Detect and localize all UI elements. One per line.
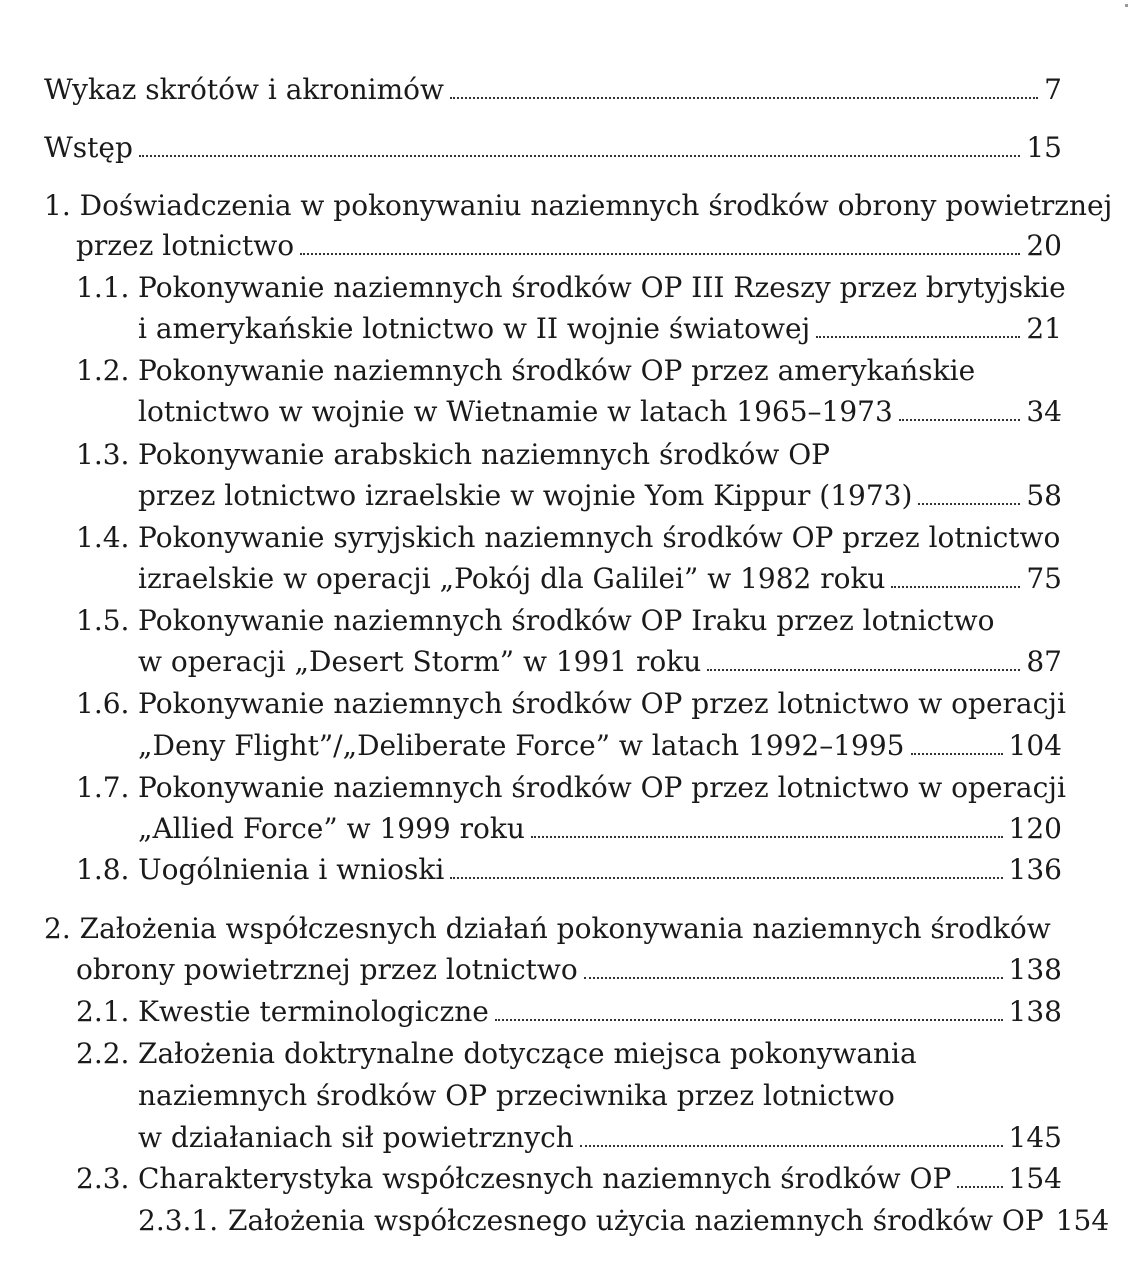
toc-chapter-1-line1[interactable] — [44, 188, 1112, 224]
dot-leader — [707, 668, 1020, 671]
dot-leader — [584, 976, 1003, 979]
toc-chapter-1-line2[interactable] — [76, 228, 1062, 264]
toc-page-number: 104 — [1008, 729, 1062, 762]
toc-section-1-4-line2[interactable] — [138, 561, 1062, 597]
toc-section-1-7-title — [138, 770, 1066, 806]
section-title-continued: izraelskie w operacji „Pokój dla Galilei” w 1982 roku — [138, 562, 886, 595]
toc-section-1-3-title — [138, 437, 830, 473]
section-number: 1.6. — [76, 687, 130, 720]
dot-leader — [495, 1018, 1003, 1021]
section-title: Pokonywanie naziemnych środków OP przez lotnictwo w operacji — [138, 771, 1066, 804]
scan-speck — [1125, 4, 1128, 7]
toc-section-1-1-line1[interactable] — [76, 270, 129, 306]
subsection-title: Założenia współczesnego użycia naziemnych środków OP — [228, 1204, 1044, 1237]
section-title: Założenia doktrynalne dotyczące miejsca pokonywania — [138, 1037, 917, 1070]
subsection-number: 2.3.1. — [138, 1204, 219, 1237]
toc-section-1-2-title — [138, 353, 975, 389]
toc-page-number: 145 — [1008, 1121, 1062, 1154]
toc-section-1-6-line2[interactable] — [138, 728, 1062, 764]
section-number: 1.4. — [76, 521, 130, 554]
section-number: 1.7. — [76, 771, 130, 804]
toc-page-number: 75 — [1026, 562, 1062, 595]
section-title: Pokonywanie naziemnych środków OP przez amerykańskie — [138, 354, 976, 387]
toc-entry-title: Wykaz skrótów i akronimów — [44, 73, 444, 106]
toc-chapter-2-line2[interactable] — [76, 952, 1062, 988]
dot-leader — [891, 585, 1020, 588]
toc-section-1-5-line2[interactable] — [138, 644, 1062, 680]
dot-leader — [450, 96, 1038, 99]
chapter-number: 1. — [44, 189, 71, 222]
toc-section-2-1-number[interactable] — [76, 994, 129, 1030]
section-number: 1.2. — [76, 354, 130, 387]
toc-page-number: 7 — [1044, 73, 1062, 106]
toc-section-1-6-number[interactable] — [76, 686, 129, 722]
section-title: Pokonywanie naziemnych środków OP Iraku przez lotnictwo — [138, 604, 995, 637]
toc-page-number: 138 — [1008, 953, 1062, 986]
chapter-title: Założenia współczesnych działań pokonywania naziemnych środków — [79, 912, 1051, 945]
section-number: 1.1. — [76, 271, 130, 304]
toc-page-number: 138 — [1008, 995, 1062, 1028]
toc-page-number: 34 — [1026, 395, 1062, 428]
toc-section-1-1-title — [138, 270, 1066, 306]
dot-leader — [531, 835, 1003, 838]
section-title-continued: w działaniach sił powietrznych — [138, 1121, 574, 1154]
section-title: Kwestie terminologiczne — [138, 995, 489, 1028]
section-number: 1.8. — [76, 853, 130, 886]
toc-section-1-5-number[interactable] — [76, 603, 129, 639]
toc-page-number: 20 — [1026, 229, 1062, 262]
toc-section-1-2-line2[interactable] — [138, 394, 1062, 430]
toc-entry-title: Wstęp — [44, 131, 133, 164]
section-title-continued: lotnictwo w wojnie w Wietnamie w latach 1965–1973 — [138, 395, 893, 428]
section-number: 2.1. — [76, 995, 130, 1028]
toc-section-1-2-number[interactable] — [76, 353, 129, 389]
toc-page-number: 154 — [1055, 1204, 1110, 1237]
chapter-number: 2. — [44, 912, 71, 945]
toc-entry-introduction[interactable] — [44, 130, 1062, 166]
toc-section-1-8-number[interactable] — [76, 852, 129, 888]
dot-leader — [918, 502, 1020, 505]
section-title-continued: w operacji „Desert Storm” w 1991 roku — [138, 645, 702, 678]
section-title-continued: „Allied Force” w 1999 roku — [138, 812, 525, 845]
toc-section-2-1-line[interactable] — [138, 994, 1062, 1030]
toc-page-number: 120 — [1008, 812, 1062, 845]
toc-subsection-2-3-1-number[interactable] — [138, 1203, 218, 1239]
dot-leader — [957, 1185, 1002, 1188]
section-title: Pokonywanie syryjskich naziemnych środków OP przez lotnictwo — [138, 521, 1061, 554]
section-title: Pokonywanie naziemnych środków OP III Rzeszy przez brytyjskie — [138, 271, 1066, 304]
toc-section-1-3-number[interactable] — [76, 437, 129, 473]
chapter-title: Doświadczenia w pokonywaniu naziemnych środków obrony powietrznej — [79, 189, 1113, 222]
section-title-continued: przez lotnictwo izraelskie w wojnie Yom Kippur (1973) — [138, 479, 913, 512]
toc-chapter-2-line1[interactable] — [44, 911, 1051, 947]
dot-leader — [911, 752, 1003, 755]
toc-section-1-1-line2[interactable] — [138, 311, 1062, 347]
toc-section-1-4-title — [138, 520, 1060, 556]
toc-section-2-2-number[interactable] — [76, 1036, 129, 1072]
section-number: 1.5. — [76, 604, 130, 637]
dot-leader — [300, 252, 1020, 255]
toc-subsection-2-3-1-line[interactable] — [228, 1203, 1110, 1239]
toc-section-1-4-number[interactable] — [76, 520, 129, 556]
dot-leader — [899, 418, 1021, 421]
toc-section-1-6-title — [138, 686, 1066, 722]
chapter-title-continued: przez lotnictwo — [76, 229, 295, 262]
section-title-continued: naziemnych środków OP przeciwnika przez lotnictwo — [138, 1079, 895, 1112]
toc-page-number: 136 — [1008, 853, 1062, 886]
toc-page-number: 154 — [1008, 1162, 1062, 1195]
toc-section-2-2-title — [138, 1036, 917, 1072]
toc-section-1-3-line2[interactable] — [138, 478, 1062, 514]
dot-leader — [450, 876, 1002, 879]
toc-page-number: 15 — [1026, 131, 1062, 164]
section-number: 2.3. — [76, 1162, 130, 1195]
toc-section-2-3-number[interactable] — [76, 1161, 129, 1197]
toc-section-1-5-title — [138, 603, 994, 639]
toc-section-2-2-line3[interactable] — [138, 1120, 1062, 1156]
toc-entry-abbreviations[interactable] — [44, 72, 1062, 108]
dot-leader — [580, 1144, 1003, 1147]
toc-page-number: 87 — [1026, 645, 1062, 678]
toc-section-1-7-number[interactable] — [76, 770, 129, 806]
section-title-continued: i amerykańskie lotnictwo w II wojnie światowej — [138, 312, 811, 345]
section-title: Pokonywanie arabskich naziemnych środków OP — [138, 438, 831, 471]
section-title: Charakterystyka współczesnych naziemnych środków OP — [138, 1162, 952, 1195]
chapter-title-continued: obrony powietrznej przez lotnictwo — [76, 953, 578, 986]
dot-leader — [139, 154, 1020, 157]
section-title-continued: „Deny Flight”/„Deliberate Force” w latach 1992–1995 — [138, 729, 905, 762]
toc-page-number: 21 — [1026, 312, 1062, 345]
toc-section-2-2-line2 — [138, 1078, 895, 1114]
toc-section-1-7-line2[interactable] — [138, 811, 1062, 847]
dot-leader — [816, 335, 1020, 338]
section-title: Pokonywanie naziemnych środków OP przez lotnictwo w operacji — [138, 687, 1066, 720]
section-number: 1.3. — [76, 438, 130, 471]
section-title: Uogólnienia i wnioski — [138, 853, 445, 886]
section-number: 2.2. — [76, 1037, 130, 1070]
toc-section-2-3-line[interactable] — [138, 1161, 1062, 1197]
toc-page-number: 58 — [1026, 479, 1062, 512]
toc-section-1-8-line[interactable] — [138, 852, 1062, 888]
